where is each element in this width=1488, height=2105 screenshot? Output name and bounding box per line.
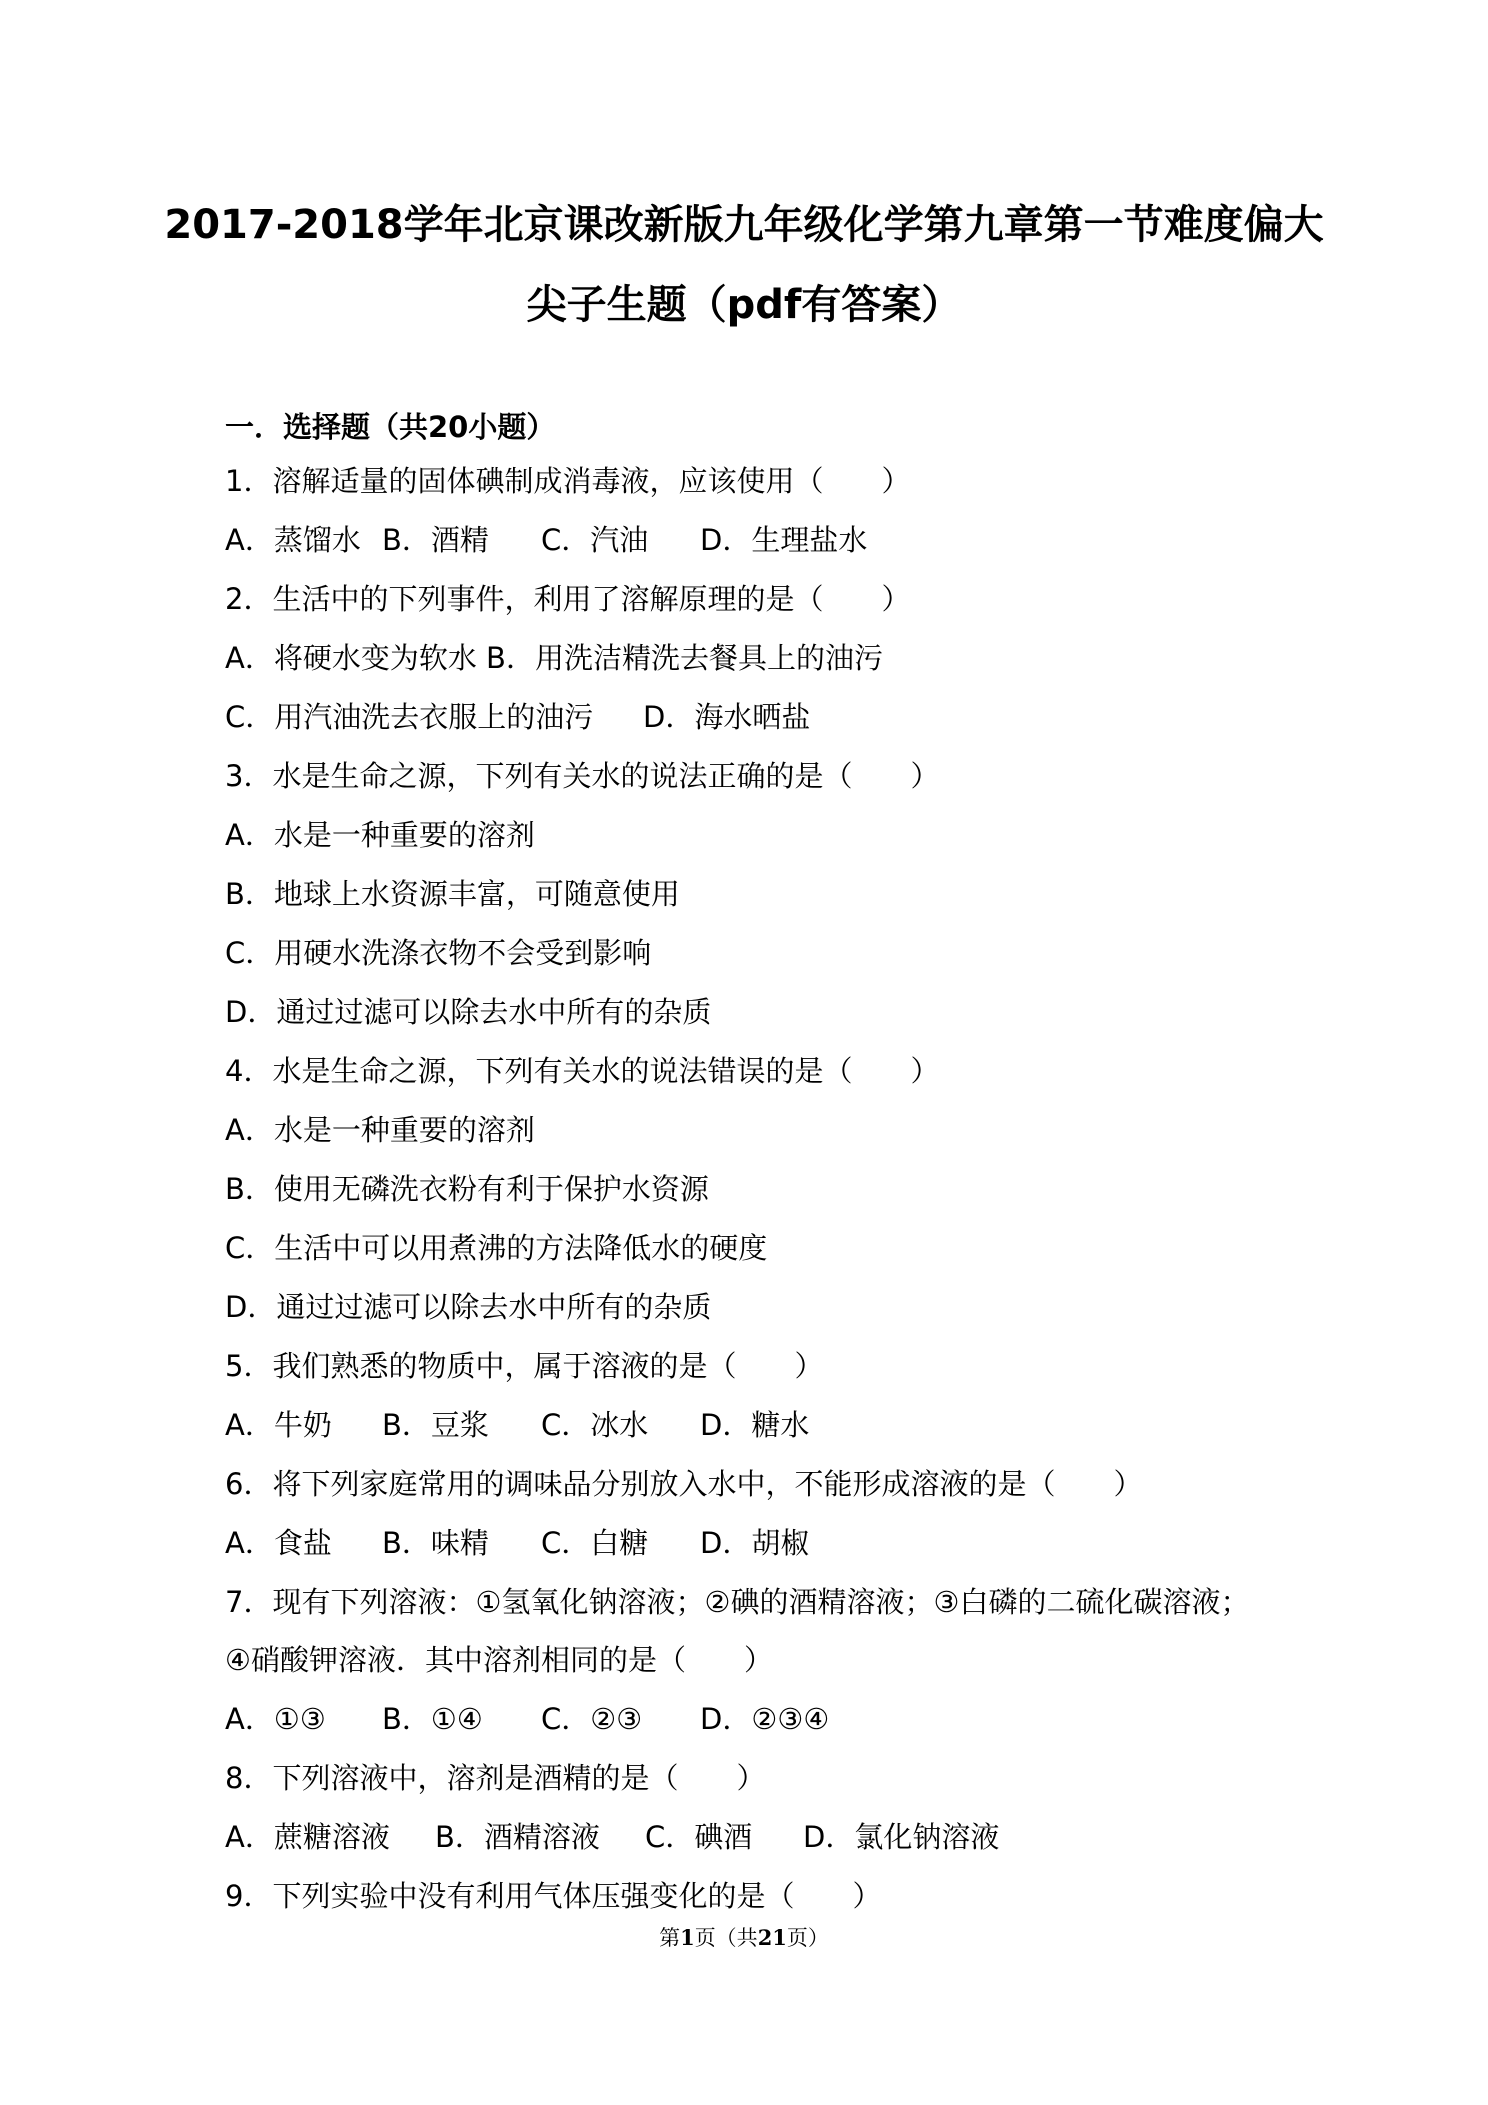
question-5-option-c: C．冰水 — [541, 1408, 649, 1442]
question-8-option-d: D．氯化钠溶液 — [803, 1820, 1000, 1854]
question-6-option-d: D．胡椒 — [700, 1526, 810, 1560]
question-8-option-a: A．蔗糖溶液 — [225, 1820, 390, 1854]
question-2-stem: 2．生活中的下列事件，利用了溶解原理的是（ ） — [225, 582, 911, 616]
question-4-option-a: A．水是一种重要的溶剂 — [225, 1113, 535, 1147]
question-1-option-d: D．生理盐水 — [700, 523, 868, 557]
question-2-option-c: C．用汽油洗去衣服上的油污 — [225, 700, 594, 734]
question-5-options — [225, 1405, 1325, 1445]
question-1-option-b: B．酒精 — [382, 523, 489, 557]
question-6-options — [225, 1523, 1325, 1563]
question-7-stem-line-2: ④硝酸钾溶液．其中溶剂相同的是（ ） — [225, 1643, 773, 1677]
question-7-option-a: A．①③ — [225, 1702, 326, 1736]
question-6-option-b: B．味精 — [382, 1526, 489, 1560]
document-title-line-1: 2017-2018学年北京课改新版九年级化学第九章第一节难度偏大 — [164, 202, 1324, 248]
question-7-stem-line-1: 7．现有下列溶液：①氢氧化钠溶液；②碘的酒精溶液；③白磷的二硫化碳溶液； — [225, 1585, 1250, 1619]
question-3-option-d: D．通过过滤可以除去水中所有的杂质 — [225, 995, 712, 1029]
question-3-stem: 3．水是生命之源，下列有关水的说法正确的是（ ） — [225, 759, 940, 793]
question-6-option-a: A．食盐 — [225, 1526, 332, 1560]
question-5-option-b: B．豆浆 — [382, 1408, 489, 1442]
document-title-line-2: 尖子生题（pdf有答案） — [526, 282, 962, 328]
page-footer — [0, 1922, 1488, 1952]
question-3-option-a: A．水是一种重要的溶剂 — [225, 818, 535, 852]
question-6-stem: 6．将下列家庭常用的调味品分别放入水中，不能形成溶液的是（ ） — [225, 1467, 1143, 1501]
question-5-stem: 5．我们熟悉的物质中，属于溶液的是（ ） — [225, 1349, 824, 1383]
question-1-stem: 1．溶解适量的固体碘制成消毒液，应该使用（ ） — [225, 464, 911, 498]
question-5-option-d: D．糖水 — [700, 1408, 810, 1442]
question-7-option-d: D．②③④ — [700, 1702, 830, 1736]
footer-page-number: 1 — [680, 1925, 695, 1950]
question-7-option-c: C．②③ — [541, 1702, 643, 1736]
question-8-options — [225, 1817, 1325, 1857]
question-4-stem: 4．水是生命之源，下列有关水的说法错误的是（ ） — [225, 1054, 940, 1088]
question-3-option-b: B．地球上水资源丰富，可随意使用 — [225, 877, 680, 911]
question-8-option-c: C．碘酒 — [645, 1820, 753, 1854]
question-8-option-b: B．酒精溶液 — [435, 1820, 600, 1854]
question-7-options — [225, 1699, 1325, 1739]
question-7-option-b: B．①④ — [382, 1702, 483, 1736]
footer-suffix: 页） — [786, 1926, 829, 1950]
question-4-option-b: B．使用无磷洗衣粉有利于保护水资源 — [225, 1172, 709, 1206]
question-9-stem: 9．下列实验中没有利用气体压强变化的是（ ） — [225, 1879, 882, 1913]
section-heading: 一．选择题（共20小题） — [225, 410, 556, 444]
question-4-option-d: D．通过过滤可以除去水中所有的杂质 — [225, 1290, 712, 1324]
question-3-option-c: C．用硬水洗涤衣物不会受到影响 — [225, 936, 652, 970]
question-6-option-c: C．白糖 — [541, 1526, 649, 1560]
question-1-options — [225, 520, 1325, 560]
question-1-option-c: C．汽油 — [541, 523, 649, 557]
footer-total-pages: 21 — [757, 1925, 787, 1950]
question-4-option-c: C．生活中可以用煮沸的方法降低水的硬度 — [225, 1231, 768, 1265]
question-2-options-ab: A．将硬水变为软水 B．用洗洁精洗去餐具上的油污 — [225, 641, 883, 675]
question-5-option-a: A．牛奶 — [225, 1408, 332, 1442]
question-1-option-a: A．蒸馏水 — [225, 523, 361, 557]
footer-mid: 页（共 — [694, 1926, 758, 1950]
question-2-option-d: D．海水晒盐 — [643, 700, 811, 734]
footer-prefix: 第 — [659, 1926, 681, 1950]
question-8-stem: 8．下列溶液中，溶剂是酒精的是（ ） — [225, 1761, 766, 1795]
question-2-options-cd — [225, 697, 1325, 737]
